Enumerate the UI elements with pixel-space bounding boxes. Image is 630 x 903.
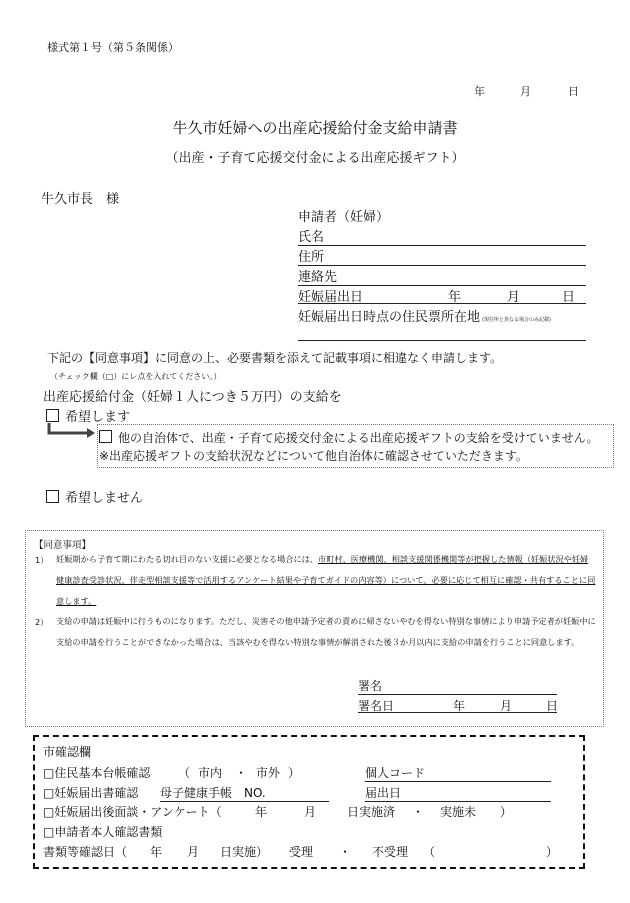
personal-code-label: 個人コード: [365, 766, 426, 780]
consent-heading: 【同意事項】: [34, 540, 92, 551]
signature-date-label: 署名日: [358, 699, 395, 713]
contact-field[interactable]: [298, 266, 586, 286]
city-row1-open: （: [178, 766, 191, 780]
city-row5-accept: 受理: [289, 845, 314, 859]
pregnancy-date-year: 年: [448, 290, 462, 305]
option-not-want[interactable]: [46, 487, 143, 506]
maternal-handbook-field[interactable]: [160, 784, 329, 802]
residence-label-text: 妊娠届出日時点の住民票所在地: [298, 310, 481, 325]
contact-label: 連絡先: [298, 270, 338, 285]
city-row3-close: ）: [500, 805, 513, 819]
connector-arrow-icon: [47, 423, 97, 439]
report-date-label: 届出日: [365, 786, 402, 800]
address-field[interactable]: [298, 246, 586, 266]
sub-option-text: 他の自治体で、出産・子育て応援交付金による出産応援ギフトの支給を受けていません。: [118, 431, 599, 445]
consent-item1-text: 妊娠期から子育て期にわたる切れ目のない支援に必要となる場合には、: [56, 554, 319, 564]
city-row1-dot: ・: [235, 766, 248, 780]
city-row1-close: ）: [288, 766, 301, 780]
form-number: 様式第１号（第５条関係）: [47, 41, 179, 54]
city-row5-day: 日実施）: [220, 845, 269, 859]
name-field[interactable]: [298, 226, 586, 246]
date-month: 月: [520, 85, 531, 98]
city-row5-month: 月: [187, 845, 200, 859]
city-row5-paren-open: （: [423, 845, 436, 859]
personal-code-field[interactable]: [365, 764, 551, 782]
signature-day: 日: [546, 699, 559, 713]
want-label: 希望します: [65, 410, 131, 425]
pregnancy-date-day: 日: [562, 290, 576, 305]
city-row-interview: □妊娠届出後面談・アンケート（: [43, 805, 222, 819]
city-row1-outside: 市外: [256, 766, 281, 780]
sub-option-note: ※出産応援ギフトの支給状況などについて他自治体に確認させていただきます。: [99, 449, 528, 463]
city-row-resident-registry: □住民基本台帳確認: [43, 766, 151, 780]
city-row5-dot: ・: [339, 845, 352, 859]
city-row3-month: 月: [304, 805, 317, 819]
applicant-heading: 申請者（妊婦）: [298, 210, 390, 225]
want-checkbox[interactable]: [46, 409, 59, 422]
city-heading: 市確認欄: [43, 745, 92, 759]
signature-date-field[interactable]: [358, 697, 557, 713]
city-row1-inside: 市内: [198, 766, 223, 780]
city-row3-dot: ・: [412, 805, 425, 819]
consent-item2-num: 2）: [35, 617, 49, 627]
consent-item1: [56, 549, 596, 612]
residence-label: [298, 306, 551, 325]
consent-item1-underlined: 市町村、医療機関、相談支援関係機関等が把握した情報（妊娠状況や妊婦健康診査受診状況、伴走型相談支援等で活用するアンケート結果や子育てガイドの内容等）について、必要に応じて相互に確認・共有することに同意します。: [56, 554, 596, 606]
sub-option-other-municipality[interactable]: [99, 429, 598, 446]
signature-label: 署名: [358, 679, 383, 693]
residence-note: (現住所と異なる場合のみ記載): [482, 317, 551, 323]
check-note: （チェック欄（□）にレ点を入れてください。）: [50, 372, 222, 381]
city-row-pregnancy-report: □妊娠届出書確認: [43, 786, 139, 800]
consent-item2: 支給の申請は妊娠中に行うものになります。ただし、災害その他申請予定者の責めに帰さないやむを得ない特別な事情により申請予定者が妊娠中に支給の申請を行うことができなかった場合は、当該やむを得ない特別な事情が解消された後３か月以内に支給の申請を行うことに同意します。: [56, 616, 596, 647]
city-row5-year: 年: [150, 845, 163, 859]
city-row-doc-check-date: 書類等確認日（: [43, 845, 128, 859]
city-row3-not: 実施未: [440, 805, 477, 819]
amount-line: 出産応援給付金（妊婦１人につき５万円）の支給を: [43, 390, 342, 405]
date-year: 年: [474, 85, 485, 98]
intro-text: 下記の【同意事項】に同意の上、必要書類を添えて記載事項に相違なく申請します。: [47, 351, 503, 365]
page-title: 牛久市妊婦への出産応援給付金支給申請書: [172, 119, 458, 137]
city-row-identity-docs: □申請者本人確認書類: [43, 825, 163, 839]
name-label: 氏名: [298, 230, 325, 245]
maternal-handbook-label: 母子健康手帳 NO.: [160, 786, 266, 800]
addressee: 牛久市長 様: [41, 192, 120, 207]
city-row5-paren-close: ）: [546, 845, 559, 859]
consent-item1-num: 1）: [35, 555, 49, 565]
address-label: 住所: [298, 250, 325, 265]
report-date-field[interactable]: [365, 784, 551, 802]
not-want-checkbox[interactable]: [46, 490, 59, 503]
city-row5-reject: 不受理: [372, 845, 409, 859]
pregnancy-date-field[interactable]: [298, 286, 586, 304]
pregnancy-date-month: 月: [507, 290, 521, 305]
city-row3-year: 年: [255, 805, 268, 819]
sub-option-checkbox[interactable]: [99, 430, 112, 443]
not-want-label: 希望しません: [65, 491, 144, 506]
signature-month: 月: [500, 699, 513, 713]
signature-year: 年: [453, 699, 466, 713]
pregnancy-date-label: 妊娠届出日: [298, 290, 364, 305]
city-row3-day: 日実施済: [347, 805, 396, 819]
residence-field[interactable]: [298, 340, 586, 341]
signature-field[interactable]: [358, 677, 557, 695]
page-subtitle: （出産・子育て応援交付金による出産応援ギフト）: [165, 151, 465, 166]
date-day: 日: [568, 85, 579, 98]
